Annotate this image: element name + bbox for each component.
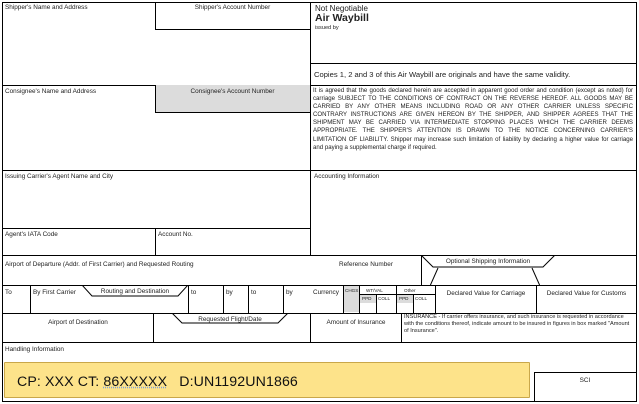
- handling-dg-codes: D:UN1192UN1866: [167, 374, 298, 390]
- ppd1-label: PPD: [362, 296, 372, 301]
- shipper-account-label: Shipper's Account Number: [194, 4, 271, 11]
- destination-airport-label: Airport of Destination: [48, 319, 108, 326]
- declared-carriage-label: Declared Value for Carriage: [446, 290, 526, 297]
- coll2-label: COLL: [415, 296, 428, 301]
- optional-shipping-label: Optional Shipping Information: [445, 258, 531, 265]
- routing-to3-label: to: [251, 289, 257, 296]
- chgs-box: [344, 286, 359, 312]
- declared-customs-label: Declared Value for Customs: [546, 290, 627, 297]
- reference-number-label: Reference Number: [339, 261, 393, 268]
- shipper-name-address-label: Shipper's Name and Address: [5, 4, 88, 11]
- agent-account-no-label: Account No.: [158, 231, 193, 238]
- handling-info-field[interactable]: [4, 362, 530, 398]
- air-waybill-title: Air Waybill: [315, 12, 369, 24]
- currency-label: Currency: [313, 289, 339, 296]
- wt-val-label: WT/VAL: [366, 288, 383, 293]
- consignee-account-field[interactable]: [155, 85, 310, 113]
- other-label: Other: [404, 288, 416, 293]
- ppd2-box: [397, 295, 413, 303]
- routing-by2-label: by: [226, 289, 233, 296]
- handling-cp-ct: CP: XXX CT:: [17, 374, 104, 390]
- handling-info-value: [17, 374, 298, 392]
- conditions-of-contract-text: It is agreed that the goods declared herein are accepted in apparent good order and condition (except as noted) for carriage SUBJECT TO THE CONDITIONS OF CONTRACT ON THE REVERSE HEREOF. ALL GOODS MAY BE CARRIED BY ANY OTHER MEANS INCLUDING ROAD OR ANY OTHER CARRIER UNLESS SPECIFIC CONTRARY INSTRUCTIONS ARE GIVEN HEREON BY THE SHIPPER, AND SHIPPER AGREES THAT THE SHIPMENT MAY BE CARRIED VIA INTERMEDIATE STOPPING PLACES WHICH THE CARRIER DEEMS APPROPRIATE. THE SHIPPER'S ATTENTION IS DRAWN TO THE NOTICE CONCERNING CARRIER'S LIMITATION OF LIABILITY. Shipper may increase such limitation of liability by declaring a higher value for carriage and paying a supplemental charge if required.: [313, 87, 633, 151]
- sci-label: SCI: [579, 377, 591, 384]
- departure-airport-label: Airport of Departure (Addr. of First Carrier) and Requested Routing: [5, 261, 194, 268]
- routing-destination-label: Routing and Destination: [100, 288, 170, 295]
- sci-box: [534, 372, 636, 401]
- routing-to-label: To: [5, 289, 12, 296]
- coll1-label: COLL: [378, 296, 391, 301]
- amount-insurance-label: Amount of Insurance: [326, 319, 386, 326]
- copies-notice: Copies 1, 2 and 3 of this Air Waybill are originals and have the same validity.: [314, 70, 571, 79]
- chgs-label: CHGS: [345, 288, 359, 293]
- not-negotiable-label: Not Negotiable: [315, 4, 368, 13]
- ppd1-box: [360, 295, 376, 303]
- routing-to2-label: to: [191, 289, 197, 296]
- handling-info-label: Handling Information: [5, 346, 64, 353]
- optional-shipping-dividers: [430, 266, 540, 286]
- by-first-carrier-label: By First Carrier: [33, 289, 76, 296]
- issued-by-label: issued by: [315, 25, 339, 31]
- ppd2-label: PPD: [399, 296, 409, 301]
- handling-ct-number: 86XXXXX: [103, 374, 168, 390]
- accounting-info-label: Accounting Information: [314, 173, 380, 180]
- requested-flight-label: Requested Flight/Date: [198, 316, 262, 323]
- routing-by3-label: by: [286, 289, 293, 296]
- insurance-notice: INSURANCE - If carrier offers insurance, and such insurance is requested in accordance with the conditions thereof, indicate amount to be insured in figures in box marked "Amount of Insurance".: [404, 314, 630, 335]
- consignee-account-label: Consignee's Account Number: [190, 88, 275, 95]
- issuing-agent-label: Issuing Carrier's Agent Name and City: [5, 173, 114, 180]
- agent-iata-code-label: Agent's IATA Code: [5, 231, 58, 238]
- consignee-name-address-label: Consignee's Name and Address: [5, 88, 97, 95]
